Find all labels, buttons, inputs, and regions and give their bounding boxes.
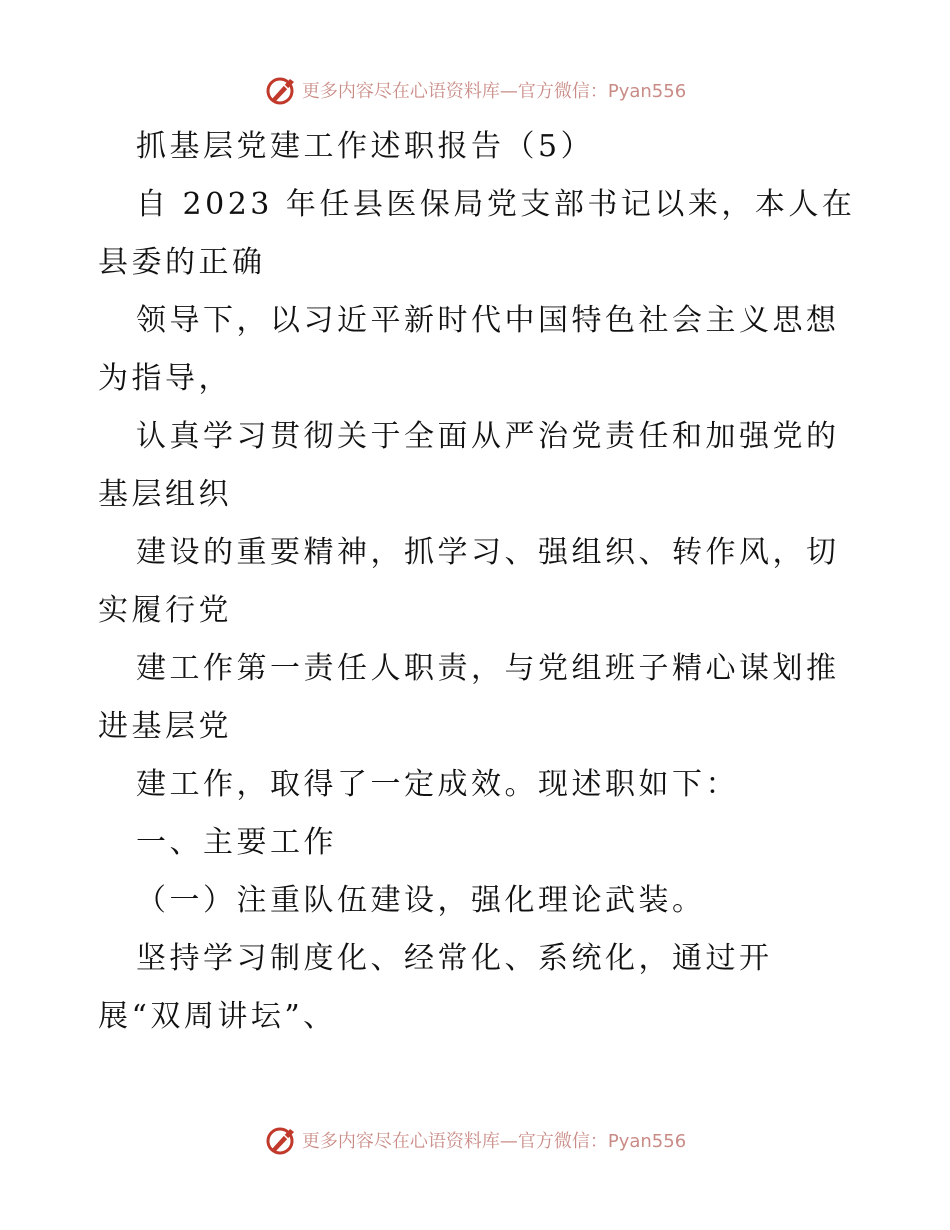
footer-watermark xyxy=(0,1120,950,1160)
text-line: 自 2023 年任县医保局党支部书记以来，本人在 xyxy=(136,187,856,222)
watermark-text: 更多内容尽在心语资料库—官方微信：Pyan556 xyxy=(301,1131,687,1152)
text-line: 县委的正确 xyxy=(98,245,266,280)
text-line: 抓基层党建工作述职报告（5） xyxy=(136,129,595,164)
text-line: 基层组织 xyxy=(98,477,232,512)
feather-circle-logo-icon xyxy=(264,73,298,107)
header-watermark xyxy=(0,70,950,110)
text-line: 为指导， xyxy=(98,361,232,396)
text-line: 实履行党 xyxy=(98,593,232,628)
document-body xyxy=(98,118,858,1046)
text-line: 一、主要工作 xyxy=(136,825,337,860)
text-line: 认真学习贯彻关于全面从严治党责任和加强党的 xyxy=(136,419,840,454)
watermark-text: 更多内容尽在心语资料库—官方微信：Pyan556 xyxy=(301,81,687,102)
text-line: （一）注重队伍建设，强化理论武装。 xyxy=(136,883,706,918)
text-line: 建工作第一责任人职责，与党组班子精心谋划推 xyxy=(136,651,840,686)
text-line: 进基层党 xyxy=(98,709,232,744)
text-line: 领导下，以习近平新时代中国特色社会主义思想 xyxy=(136,303,840,338)
text-line: 展“双周讲坛”、 xyxy=(98,999,337,1034)
text-line: 建工作，取得了一定成效。现述职如下： xyxy=(136,767,739,802)
feather-circle-logo-icon xyxy=(264,1123,298,1157)
text-line: 建设的重要精神，抓学习、强组织、转作风，切 xyxy=(136,535,840,570)
text-line: 坚持学习制度化、经常化、系统化，通过开 xyxy=(136,941,773,976)
